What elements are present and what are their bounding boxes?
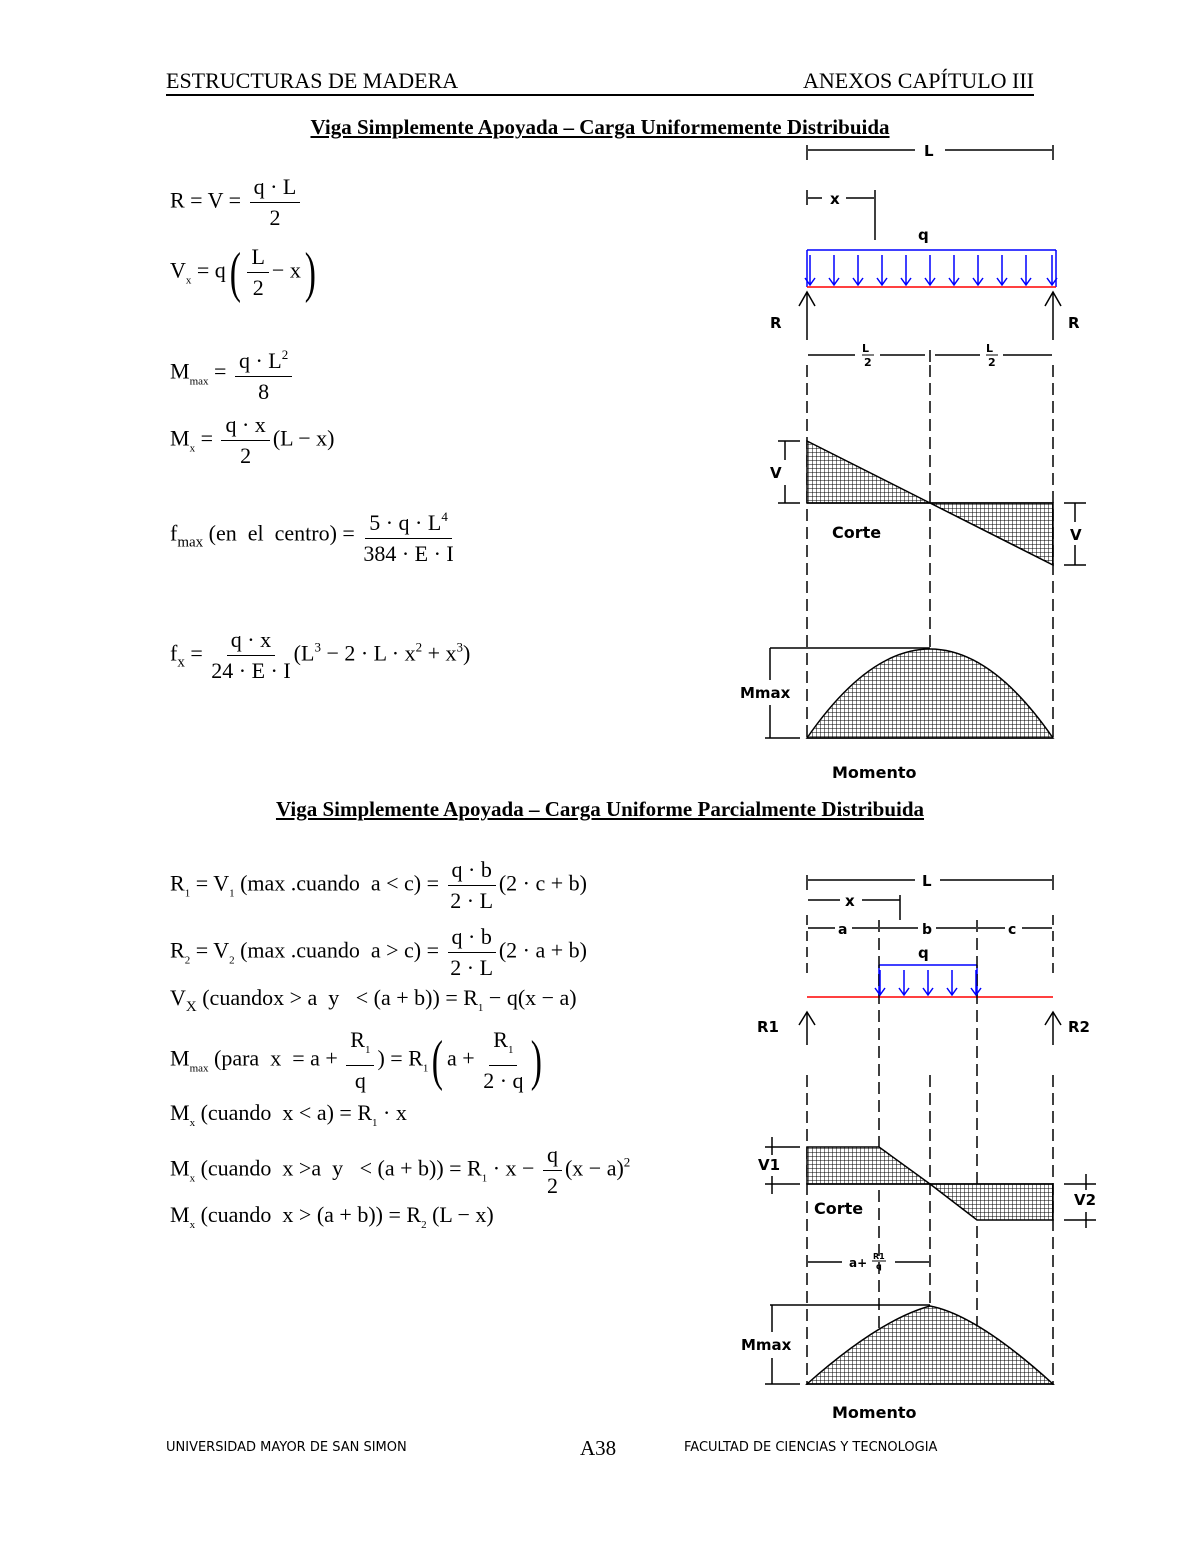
d2-x-label: x (845, 892, 855, 910)
d2-apos-label: a+ (849, 1256, 868, 1270)
svg-text:2: 2 (864, 356, 872, 369)
d1-corte: Corte (832, 523, 882, 542)
eq-reaction: R = V = $\frac{q \cdot L}{2}$ (170, 172, 303, 233)
d1-q-label: q (918, 226, 929, 244)
d2-momento: Momento (832, 1403, 917, 1422)
footer-right: FACULTAD DE CIENCIAS Y TECNOLOGIA (684, 1440, 938, 1455)
eq-mx2: $M_x$ (cuando x >a $y < (a + b)) = R_1 \cdot x$ − $\frac{q}{2}$ $(x - a)^2$ (170, 1142, 631, 1198)
d1-R-right: R (1068, 314, 1080, 332)
eq-mmax2: $M_{max}$ (para x = a + $\frac{R_1}{q}$ ) = $R_1$( a + $\frac{R_1}{2 \cdot q}$ ) (170, 1027, 542, 1093)
eq-mx1: $M_x$ (cuando $x < a) = R_1 \cdot x$ (170, 1100, 407, 1129)
eq-fmax: $f_{max}$ (en el centro) = $\frac{5 \cdot q \cdot L^4}{384 \cdot E \cdot I}$ (170, 502, 457, 569)
d1-momento: Momento (832, 763, 917, 782)
eq-r1: $R_1 = V_1$ (max .cuando a < c) = $\frac{q \cdot b}{2 \cdot L}$ (2 · c + b) (170, 857, 587, 913)
header-left: ESTRUCTURAS DE MADERA (166, 68, 459, 93)
d1-V-left: V (770, 464, 782, 482)
page-number: A38 (580, 1436, 617, 1460)
diagram-2 (765, 875, 1096, 1385)
d2-V1-label: V1 (758, 1156, 781, 1174)
d2-q-label: q (918, 944, 929, 962)
svg-text:2: 2 (988, 356, 996, 369)
eq-vx: $V_X$ (cuandox > a $y < (a + b)) = R_1 - q(x - a)$ (170, 985, 577, 1015)
d2-R2-label: R2 (1068, 1018, 1090, 1036)
diagram-1-load-arrows (805, 255, 1057, 285)
d2-corte: Corte (814, 1199, 864, 1218)
d1-R-left: R (770, 314, 782, 332)
d1-x-label: x (830, 190, 840, 208)
d2-V2-label: V2 (1074, 1191, 1097, 1209)
eq-fx: $f_x$ = $\frac{q \cdot x}{24 \cdot E \cdot I}$ $(L^3 - 2 \cdot L \cdot x^2 + x^3)$ (170, 627, 471, 683)
footer-left: UNIVERSIDAD MAYOR DE SAN SIMON (166, 1440, 407, 1455)
d2-b-label: b (922, 922, 933, 938)
section2-title: Viga Simplemente Apoyada – Carga Uniforme Parcialmente Distribuida (275, 797, 925, 821)
header-right: ANEXOS CAPÍTULO III (803, 68, 1034, 93)
eq-shear-x: $V_x = q$( $\frac{L}{2}$ − x) (170, 241, 316, 304)
eq-mx: $M_x$ = $\frac{q \cdot x}{2}$ (L − x) (170, 412, 335, 468)
d2-mmax: Mmax (741, 1336, 792, 1354)
diagram-2-load-arrows (875, 970, 981, 995)
section1-title: Viga Simplemente Apoyada – Carga Uniformemente Distribuida (310, 115, 890, 139)
d1-half-L-1: L (862, 342, 870, 355)
d2-c-label: c (1008, 922, 1017, 938)
d2-a-label: a (838, 922, 848, 938)
d1-L-label: L (924, 142, 934, 160)
d1-V-right: V (1070, 526, 1082, 544)
d1-half-L-2: L (986, 342, 994, 355)
eq-mx3: $M_x$ (cuando $x > (a + b)) = R_2$ (L − x) (170, 1202, 494, 1231)
d2-L-label: L (922, 872, 932, 890)
svg-text:q: q (876, 1262, 882, 1271)
eq-r2: $R_2 = V_2$ (max .cuando a > c) = $\frac{q \cdot b}{2 \cdot L}$ (2 · a + b) (170, 924, 587, 980)
d2-R1-label: R1 (757, 1018, 779, 1036)
eq-mmax: $M_{max}$ = $\frac{q \cdot L^2}{8}$ (170, 340, 295, 407)
svg-text:R1: R1 (873, 1252, 885, 1261)
d1-mmax: Mmax (740, 684, 791, 702)
